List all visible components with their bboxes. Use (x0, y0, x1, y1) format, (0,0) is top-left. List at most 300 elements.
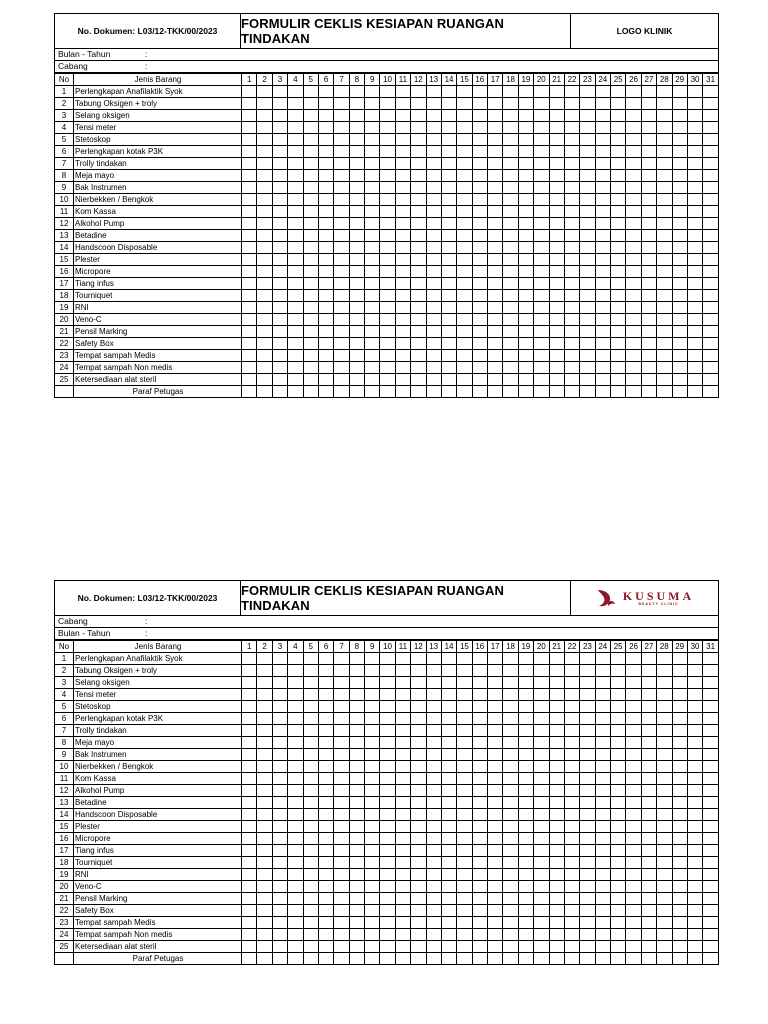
check-cell[interactable] (488, 701, 503, 713)
check-cell[interactable] (672, 857, 687, 869)
check-cell[interactable] (365, 98, 380, 110)
check-cell[interactable] (318, 701, 333, 713)
check-cell[interactable] (672, 290, 687, 302)
check-cell[interactable] (349, 677, 364, 689)
check-cell[interactable] (365, 350, 380, 362)
check-cell[interactable] (441, 881, 456, 893)
check-cell[interactable] (518, 314, 533, 326)
check-cell[interactable] (457, 785, 472, 797)
check-cell[interactable] (549, 278, 564, 290)
check-cell[interactable] (518, 941, 533, 953)
check-cell[interactable] (534, 350, 549, 362)
check-cell[interactable] (457, 206, 472, 218)
check-cell[interactable] (580, 338, 595, 350)
check-cell[interactable] (472, 761, 487, 773)
check-cell[interactable] (518, 689, 533, 701)
check-cell[interactable] (672, 905, 687, 917)
check-cell[interactable] (349, 773, 364, 785)
check-cell[interactable] (426, 713, 441, 725)
check-cell[interactable] (257, 941, 272, 953)
check-cell[interactable] (611, 929, 626, 941)
check-cell[interactable] (318, 737, 333, 749)
check-cell[interactable] (488, 218, 503, 230)
check-cell[interactable] (534, 110, 549, 122)
check-cell[interactable] (472, 302, 487, 314)
check-cell[interactable] (288, 314, 303, 326)
check-cell[interactable] (641, 158, 656, 170)
check-cell[interactable] (303, 929, 318, 941)
check-cell[interactable] (395, 821, 410, 833)
check-cell[interactable] (687, 689, 702, 701)
check-cell[interactable] (426, 194, 441, 206)
check-cell[interactable] (549, 941, 564, 953)
signature-cell[interactable] (257, 953, 272, 965)
check-cell[interactable] (518, 881, 533, 893)
signature-cell[interactable] (549, 386, 564, 398)
check-cell[interactable] (518, 893, 533, 905)
check-cell[interactable] (687, 218, 702, 230)
signature-cell[interactable] (641, 953, 656, 965)
check-cell[interactable] (365, 881, 380, 893)
check-cell[interactable] (672, 230, 687, 242)
check-cell[interactable] (411, 230, 426, 242)
check-cell[interactable] (380, 314, 395, 326)
check-cell[interactable] (657, 290, 672, 302)
check-cell[interactable] (395, 302, 410, 314)
check-cell[interactable] (411, 737, 426, 749)
check-cell[interactable] (441, 278, 456, 290)
check-cell[interactable] (534, 761, 549, 773)
check-cell[interactable] (488, 689, 503, 701)
check-cell[interactable] (257, 158, 272, 170)
check-cell[interactable] (687, 713, 702, 725)
check-cell[interactable] (380, 929, 395, 941)
check-cell[interactable] (257, 362, 272, 374)
check-cell[interactable] (303, 785, 318, 797)
check-cell[interactable] (457, 881, 472, 893)
check-cell[interactable] (672, 302, 687, 314)
check-cell[interactable] (441, 218, 456, 230)
check-cell[interactable] (534, 893, 549, 905)
signature-cell[interactable] (395, 953, 410, 965)
check-cell[interactable] (472, 689, 487, 701)
check-cell[interactable] (595, 941, 610, 953)
check-cell[interactable] (318, 98, 333, 110)
check-cell[interactable] (657, 98, 672, 110)
check-cell[interactable] (641, 338, 656, 350)
check-cell[interactable] (687, 302, 702, 314)
check-cell[interactable] (503, 278, 518, 290)
check-cell[interactable] (641, 845, 656, 857)
check-cell[interactable] (457, 218, 472, 230)
check-cell[interactable] (564, 845, 579, 857)
check-cell[interactable] (242, 290, 257, 302)
check-cell[interactable] (426, 302, 441, 314)
check-cell[interactable] (257, 86, 272, 98)
check-cell[interactable] (395, 905, 410, 917)
check-cell[interactable] (641, 122, 656, 134)
check-cell[interactable] (595, 869, 610, 881)
check-cell[interactable] (457, 182, 472, 194)
check-cell[interactable] (472, 845, 487, 857)
signature-cell[interactable] (349, 953, 364, 965)
check-cell[interactable] (641, 893, 656, 905)
check-cell[interactable] (411, 761, 426, 773)
check-cell[interactable] (549, 86, 564, 98)
signature-cell[interactable] (365, 953, 380, 965)
check-cell[interactable] (334, 338, 349, 350)
check-cell[interactable] (318, 326, 333, 338)
check-cell[interactable] (457, 737, 472, 749)
check-cell[interactable] (488, 785, 503, 797)
check-cell[interactable] (703, 725, 719, 737)
check-cell[interactable] (672, 110, 687, 122)
check-cell[interactable] (580, 290, 595, 302)
signature-cell[interactable] (518, 386, 533, 398)
check-cell[interactable] (365, 785, 380, 797)
check-cell[interactable] (334, 314, 349, 326)
check-cell[interactable] (472, 665, 487, 677)
check-cell[interactable] (457, 362, 472, 374)
check-cell[interactable] (288, 725, 303, 737)
check-cell[interactable] (303, 278, 318, 290)
signature-cell[interactable] (518, 953, 533, 965)
check-cell[interactable] (503, 821, 518, 833)
check-cell[interactable] (564, 749, 579, 761)
check-cell[interactable] (349, 809, 364, 821)
check-cell[interactable] (564, 314, 579, 326)
check-cell[interactable] (411, 773, 426, 785)
signature-cell[interactable] (595, 386, 610, 398)
check-cell[interactable] (580, 146, 595, 158)
check-cell[interactable] (595, 653, 610, 665)
check-cell[interactable] (318, 773, 333, 785)
check-cell[interactable] (318, 206, 333, 218)
check-cell[interactable] (657, 833, 672, 845)
check-cell[interactable] (288, 857, 303, 869)
check-cell[interactable] (380, 845, 395, 857)
check-cell[interactable] (549, 122, 564, 134)
check-cell[interactable] (441, 665, 456, 677)
check-cell[interactable] (426, 122, 441, 134)
check-cell[interactable] (349, 665, 364, 677)
check-cell[interactable] (288, 893, 303, 905)
check-cell[interactable] (365, 941, 380, 953)
check-cell[interactable] (272, 86, 287, 98)
check-cell[interactable] (657, 350, 672, 362)
check-cell[interactable] (564, 206, 579, 218)
check-cell[interactable] (457, 374, 472, 386)
check-cell[interactable] (703, 182, 719, 194)
check-cell[interactable] (580, 797, 595, 809)
check-cell[interactable] (534, 170, 549, 182)
check-cell[interactable] (441, 869, 456, 881)
check-cell[interactable] (441, 797, 456, 809)
check-cell[interactable] (657, 266, 672, 278)
check-cell[interactable] (365, 665, 380, 677)
check-cell[interactable] (672, 122, 687, 134)
check-cell[interactable] (441, 110, 456, 122)
check-cell[interactable] (380, 86, 395, 98)
check-cell[interactable] (580, 326, 595, 338)
check-cell[interactable] (242, 785, 257, 797)
check-cell[interactable] (534, 182, 549, 194)
check-cell[interactable] (457, 170, 472, 182)
check-cell[interactable] (472, 677, 487, 689)
check-cell[interactable] (703, 749, 719, 761)
check-cell[interactable] (257, 929, 272, 941)
check-cell[interactable] (595, 278, 610, 290)
check-cell[interactable] (503, 677, 518, 689)
check-cell[interactable] (580, 374, 595, 386)
check-cell[interactable] (411, 350, 426, 362)
check-cell[interactable] (472, 266, 487, 278)
check-cell[interactable] (426, 809, 441, 821)
check-cell[interactable] (657, 254, 672, 266)
check-cell[interactable] (303, 833, 318, 845)
check-cell[interactable] (318, 122, 333, 134)
check-cell[interactable] (611, 857, 626, 869)
check-cell[interactable] (380, 182, 395, 194)
check-cell[interactable] (411, 833, 426, 845)
check-cell[interactable] (242, 917, 257, 929)
check-cell[interactable] (426, 218, 441, 230)
check-cell[interactable] (687, 881, 702, 893)
check-cell[interactable] (626, 134, 641, 146)
check-cell[interactable] (288, 326, 303, 338)
check-cell[interactable] (611, 833, 626, 845)
check-cell[interactable] (334, 170, 349, 182)
check-cell[interactable] (687, 350, 702, 362)
check-cell[interactable] (272, 374, 287, 386)
check-cell[interactable] (272, 266, 287, 278)
check-cell[interactable] (365, 929, 380, 941)
check-cell[interactable] (503, 218, 518, 230)
check-cell[interactable] (349, 725, 364, 737)
check-cell[interactable] (626, 845, 641, 857)
check-cell[interactable] (272, 785, 287, 797)
check-cell[interactable] (472, 122, 487, 134)
signature-cell[interactable] (611, 953, 626, 965)
check-cell[interactable] (472, 350, 487, 362)
check-cell[interactable] (288, 665, 303, 677)
signature-cell[interactable] (457, 953, 472, 965)
signature-cell[interactable] (426, 386, 441, 398)
check-cell[interactable] (657, 929, 672, 941)
check-cell[interactable] (242, 374, 257, 386)
signature-cell[interactable] (703, 953, 719, 965)
check-cell[interactable] (657, 110, 672, 122)
check-cell[interactable] (518, 158, 533, 170)
check-cell[interactable] (457, 242, 472, 254)
check-cell[interactable] (380, 206, 395, 218)
check-cell[interactable] (395, 206, 410, 218)
check-cell[interactable] (411, 917, 426, 929)
check-cell[interactable] (611, 665, 626, 677)
check-cell[interactable] (503, 266, 518, 278)
check-cell[interactable] (288, 689, 303, 701)
check-cell[interactable] (272, 737, 287, 749)
check-cell[interactable] (518, 110, 533, 122)
signature-cell[interactable] (334, 386, 349, 398)
check-cell[interactable] (488, 893, 503, 905)
check-cell[interactable] (272, 713, 287, 725)
check-cell[interactable] (441, 146, 456, 158)
check-cell[interactable] (441, 689, 456, 701)
check-cell[interactable] (595, 314, 610, 326)
check-cell[interactable] (641, 326, 656, 338)
check-cell[interactable] (349, 713, 364, 725)
check-cell[interactable] (672, 326, 687, 338)
check-cell[interactable] (380, 134, 395, 146)
check-cell[interactable] (595, 194, 610, 206)
check-cell[interactable] (549, 881, 564, 893)
check-cell[interactable] (503, 110, 518, 122)
check-cell[interactable] (242, 254, 257, 266)
check-cell[interactable] (303, 374, 318, 386)
check-cell[interactable] (365, 134, 380, 146)
check-cell[interactable] (242, 905, 257, 917)
check-cell[interactable] (472, 182, 487, 194)
check-cell[interactable] (549, 302, 564, 314)
check-cell[interactable] (687, 110, 702, 122)
check-cell[interactable] (272, 845, 287, 857)
check-cell[interactable] (288, 170, 303, 182)
signature-cell[interactable] (472, 386, 487, 398)
check-cell[interactable] (380, 737, 395, 749)
check-cell[interactable] (564, 230, 579, 242)
check-cell[interactable] (288, 773, 303, 785)
signature-cell[interactable] (687, 386, 702, 398)
check-cell[interactable] (365, 218, 380, 230)
check-cell[interactable] (257, 737, 272, 749)
check-cell[interactable] (395, 170, 410, 182)
check-cell[interactable] (426, 929, 441, 941)
check-cell[interactable] (564, 761, 579, 773)
check-cell[interactable] (272, 833, 287, 845)
check-cell[interactable] (257, 905, 272, 917)
check-cell[interactable] (534, 857, 549, 869)
check-cell[interactable] (503, 737, 518, 749)
check-cell[interactable] (626, 773, 641, 785)
check-cell[interactable] (549, 821, 564, 833)
check-cell[interactable] (334, 194, 349, 206)
check-cell[interactable] (626, 290, 641, 302)
check-cell[interactable] (318, 254, 333, 266)
check-cell[interactable] (641, 701, 656, 713)
check-cell[interactable] (518, 857, 533, 869)
check-cell[interactable] (672, 182, 687, 194)
check-cell[interactable] (472, 893, 487, 905)
check-cell[interactable] (580, 845, 595, 857)
check-cell[interactable] (288, 242, 303, 254)
check-cell[interactable] (703, 374, 719, 386)
check-cell[interactable] (534, 122, 549, 134)
check-cell[interactable] (703, 917, 719, 929)
check-cell[interactable] (503, 194, 518, 206)
check-cell[interactable] (365, 773, 380, 785)
check-cell[interactable] (672, 350, 687, 362)
check-cell[interactable] (518, 785, 533, 797)
check-cell[interactable] (534, 749, 549, 761)
check-cell[interactable] (488, 254, 503, 266)
check-cell[interactable] (503, 122, 518, 134)
check-cell[interactable] (626, 374, 641, 386)
check-cell[interactable] (564, 146, 579, 158)
check-cell[interactable] (641, 809, 656, 821)
signature-cell[interactable] (672, 953, 687, 965)
check-cell[interactable] (318, 749, 333, 761)
check-cell[interactable] (703, 122, 719, 134)
check-cell[interactable] (687, 122, 702, 134)
check-cell[interactable] (411, 749, 426, 761)
check-cell[interactable] (334, 833, 349, 845)
check-cell[interactable] (365, 110, 380, 122)
check-cell[interactable] (349, 134, 364, 146)
check-cell[interactable] (564, 338, 579, 350)
check-cell[interactable] (288, 254, 303, 266)
check-cell[interactable] (626, 122, 641, 134)
check-cell[interactable] (472, 749, 487, 761)
check-cell[interactable] (318, 677, 333, 689)
check-cell[interactable] (257, 170, 272, 182)
check-cell[interactable] (365, 170, 380, 182)
check-cell[interactable] (334, 893, 349, 905)
check-cell[interactable] (503, 302, 518, 314)
check-cell[interactable] (457, 194, 472, 206)
check-cell[interactable] (687, 338, 702, 350)
signature-cell[interactable] (626, 386, 641, 398)
check-cell[interactable] (580, 665, 595, 677)
check-cell[interactable] (641, 761, 656, 773)
check-cell[interactable] (288, 809, 303, 821)
check-cell[interactable] (488, 122, 503, 134)
check-cell[interactable] (457, 857, 472, 869)
check-cell[interactable] (457, 110, 472, 122)
check-cell[interactable] (503, 689, 518, 701)
check-cell[interactable] (534, 905, 549, 917)
check-cell[interactable] (488, 326, 503, 338)
check-cell[interactable] (411, 98, 426, 110)
check-cell[interactable] (288, 701, 303, 713)
check-cell[interactable] (626, 278, 641, 290)
check-cell[interactable] (534, 941, 549, 953)
check-cell[interactable] (626, 665, 641, 677)
check-cell[interactable] (303, 905, 318, 917)
check-cell[interactable] (580, 230, 595, 242)
check-cell[interactable] (549, 773, 564, 785)
check-cell[interactable] (703, 302, 719, 314)
check-cell[interactable] (580, 857, 595, 869)
check-cell[interactable] (687, 869, 702, 881)
check-cell[interactable] (411, 881, 426, 893)
check-cell[interactable] (595, 374, 610, 386)
check-cell[interactable] (365, 845, 380, 857)
check-cell[interactable] (472, 917, 487, 929)
check-cell[interactable] (303, 725, 318, 737)
check-cell[interactable] (687, 917, 702, 929)
check-cell[interactable] (503, 362, 518, 374)
check-cell[interactable] (626, 737, 641, 749)
check-cell[interactable] (257, 134, 272, 146)
check-cell[interactable] (380, 857, 395, 869)
check-cell[interactable] (380, 302, 395, 314)
check-cell[interactable] (703, 98, 719, 110)
check-cell[interactable] (380, 689, 395, 701)
check-cell[interactable] (426, 917, 441, 929)
check-cell[interactable] (272, 242, 287, 254)
check-cell[interactable] (380, 122, 395, 134)
